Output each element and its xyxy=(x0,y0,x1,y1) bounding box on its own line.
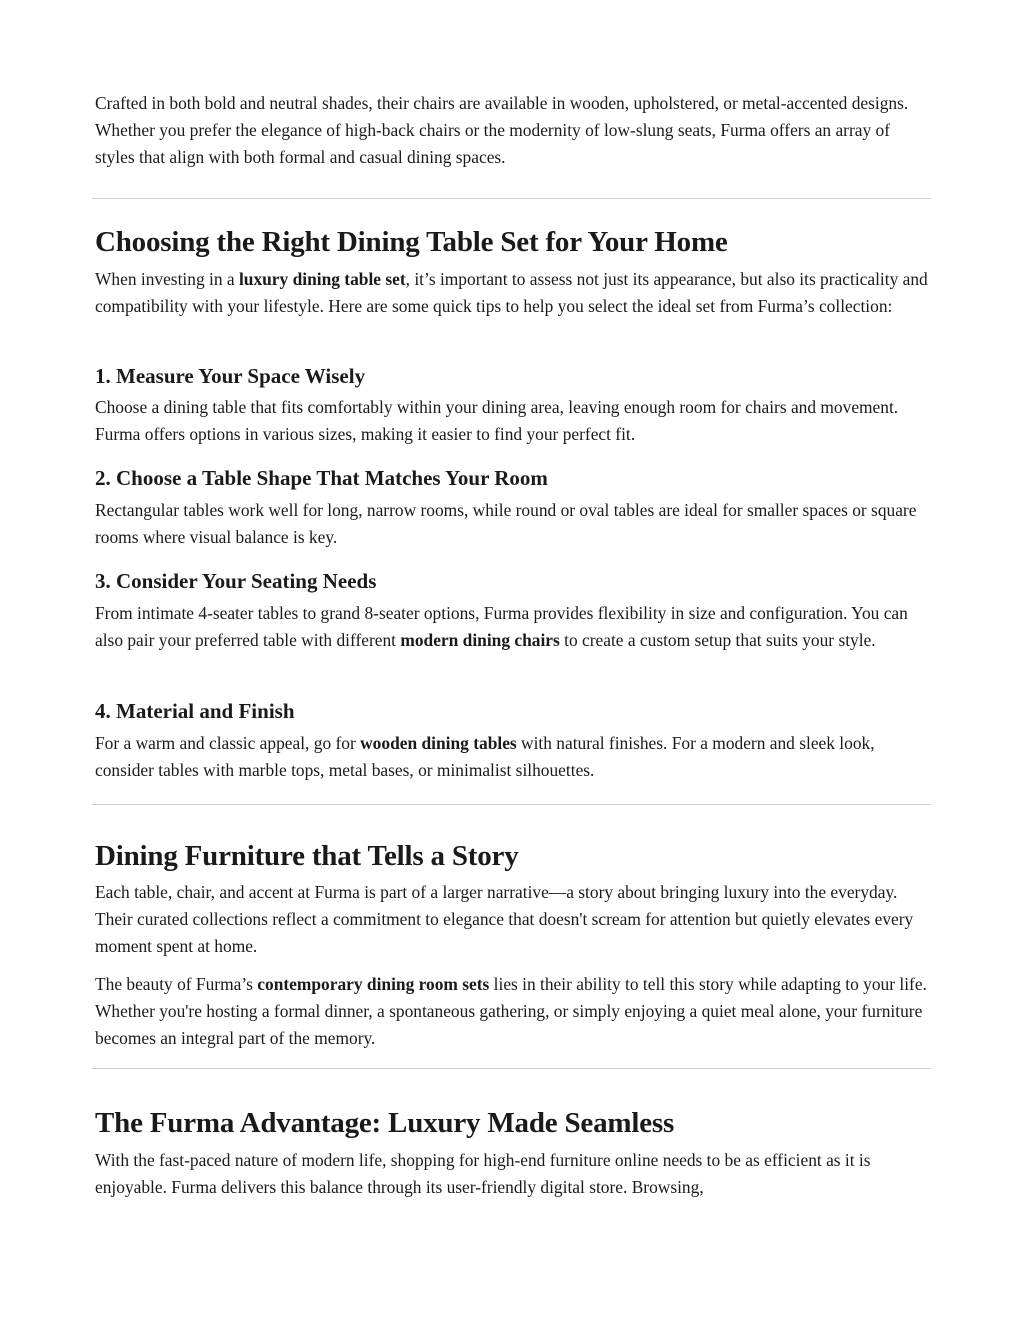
tip-text-1: Choose a dining table that fits comfortably within your dining area, leaving enough room for chairs and movement. Furma offers options in various sizes, making it easier to find your perfect fit. xyxy=(95,397,899,444)
bold-phrase: luxury dining table set xyxy=(238,269,406,289)
bold-phrase: modern dining chairs xyxy=(400,630,560,650)
section3-paragraph-1: With the fast-paced nature of modern life, shopping for high-end furniture online needs to be as efficient as it is enjoyable. Furma delivers this balance through its user-friendly digital store. Browsing, xyxy=(95,1150,871,1197)
section1-paragraph: When investing in a luxury dining table set, it’s important to assess not just its appearance, but also its practicality and compatibility with your lifestyle. Here are some quick tips to help you select the ideal set from Furma’s collection: xyxy=(95,269,928,316)
section-divider xyxy=(92,198,931,199)
tip-text-2: Rectangular tables work well for long, narrow rooms, while round or oval tables are ideal for smaller spaces or square rooms where visual balance is key. xyxy=(95,500,917,547)
bold-phrase: contemporary dining room sets xyxy=(257,974,490,994)
tip-text-3: From intimate 4-seater tables to grand 8-seater options, Furma provides flexibility in size and configuration. You can also pair your preferred table with different modern dining chairs to create a custom setup that suits your style. xyxy=(95,603,908,650)
tip-text-4: For a warm and classic appeal, go for wooden dining tables with natural finishes. For a modern and sleek look, consider tables with marble tops, metal bases, or minimalist silhouettes. xyxy=(95,733,875,780)
section-divider xyxy=(92,1068,931,1069)
tip-heading-2: 2. Choose a Table Shape That Matches Your Room xyxy=(95,466,548,490)
tip-heading-3: 3. Consider Your Seating Needs xyxy=(95,569,377,593)
bold-phrase: wooden dining tables xyxy=(360,733,517,753)
section2-paragraph-2: The beauty of Furma’s contemporary dining room sets lies in their ability to tell this story while adapting to your life. Whether you're hosting a formal dinner, a spontaneous gathering, or simply enjoying a quiet meal alone, your furniture becomes an integral part of the memory. xyxy=(95,974,927,1048)
section-heading-choosing: Choosing the Right Dining Table Set for Your Home xyxy=(95,226,728,258)
section-heading-advantage: The Furma Advantage: Luxury Made Seamless xyxy=(95,1107,675,1139)
tip-heading-1: 1. Measure Your Space Wisely xyxy=(95,364,366,388)
tip-heading-4: 4. Material and Finish xyxy=(95,699,295,723)
intro-paragraph: Crafted in both bold and neutral shades, their chairs are available in wooden, upholstered, or metal-accented designs. Whether you prefer the elegance of high-back chairs or the modernity of low-slung seats, Furma offers an array of styles that align with both formal and casual dining spaces. xyxy=(95,93,909,167)
section-heading-story: Dining Furniture that Tells a Story xyxy=(95,840,519,872)
section-divider xyxy=(92,804,931,805)
section2-paragraph-1: Each table, chair, and accent at Furma is part of a larger narrative—a story about bringing luxury into the everyday. Their curated collections reflect a commitment to elegance that doesn't scream for attention but quietly elevates every moment spent at home. xyxy=(95,882,914,956)
